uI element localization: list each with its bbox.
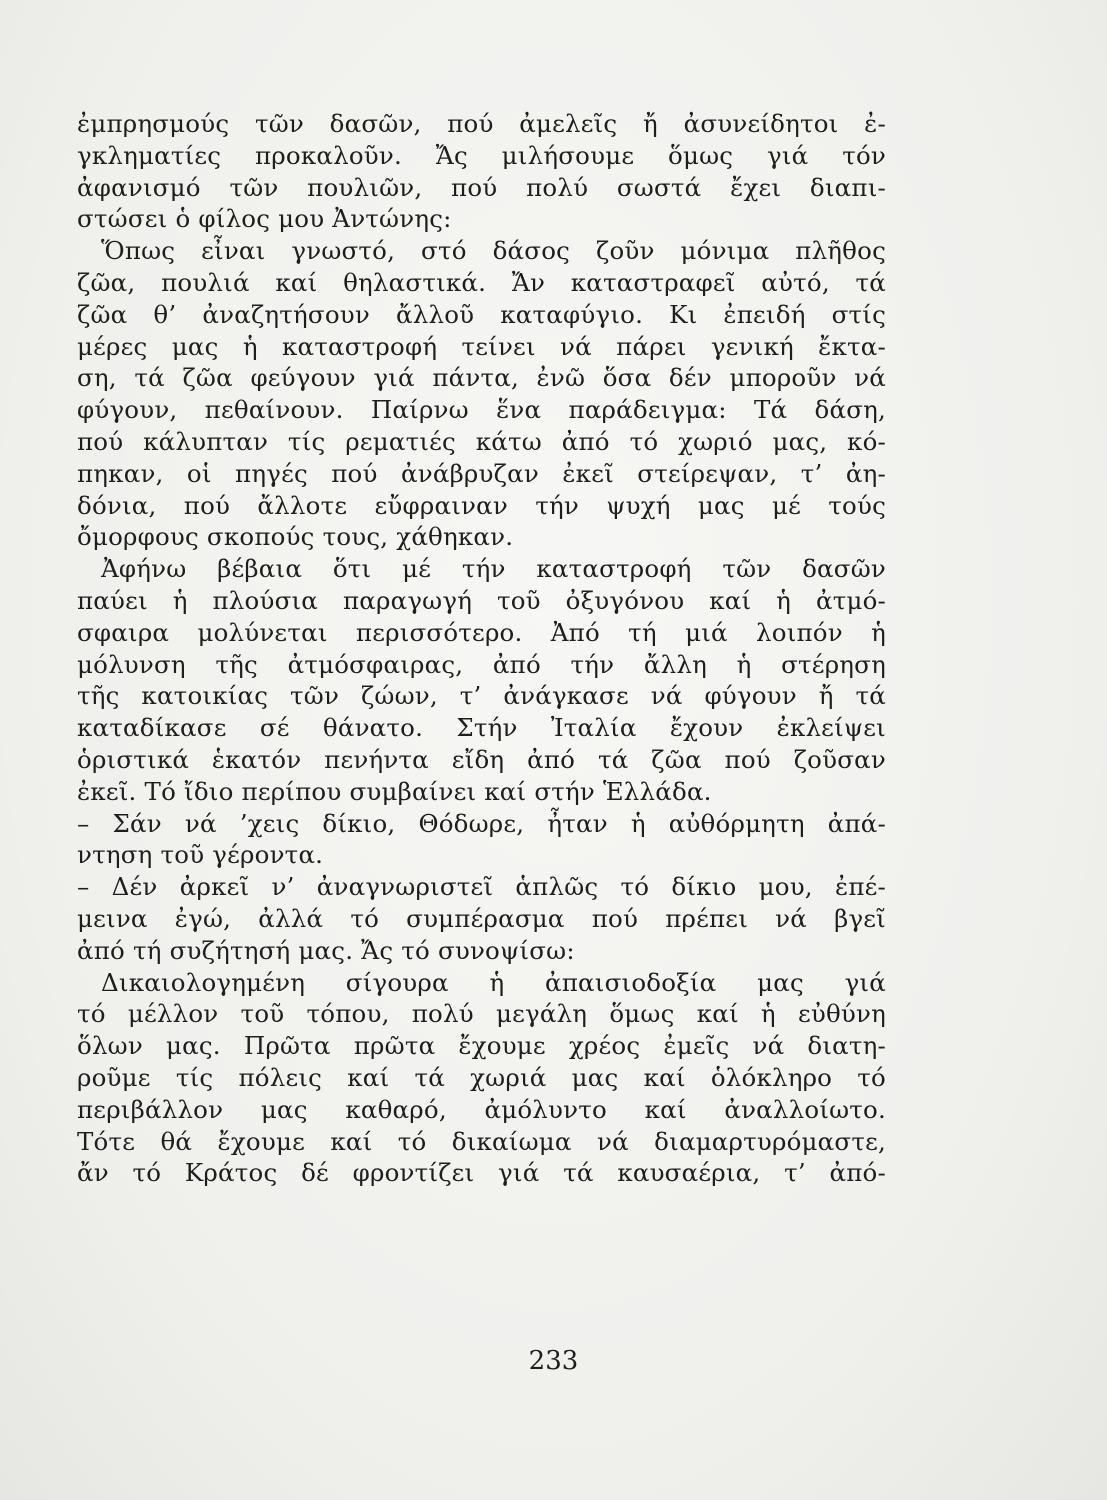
text-line: στώσει ὁ φίλος μου Ἀντώνης: (77, 204, 452, 234)
text-line: τῆς κατοικίας τῶν ζώων, τ’ ἀνάγκασε νά φύγουν ἤ τά (77, 681, 886, 711)
text-line: σφαιρα μολύνεται περισσότερο. Ἀπό τή μιά λοιπόν ἡ (77, 617, 886, 647)
text-line: ἐκεῖ. Τό ἴδιο περίπου συμβαίνει καί στήν Ἑλλάδα. (77, 776, 712, 806)
text-line: Ἀφήνω βέβαια ὅτι μέ τήν καταστροφή τῶν δασῶν (101, 554, 886, 584)
text-line: γκληματίες προκαλοῦν. Ἄς μιλήσουμε ὅμως γιά τόν (77, 140, 886, 170)
text-line: παύει ἡ πλούσια παραγωγή τοῦ ὀξυγόνου καί ἡ ἀτμό- (77, 585, 886, 615)
text-line: καταδίκασε σέ θάνατο. Στήν Ἰταλία ἔχουν ἐκλείψει (77, 713, 886, 743)
text-line: ροῦμε τίς πόλεις καί τά χωριά μας καί ὁλόκληρο τό (77, 1062, 886, 1092)
text-line: μεινα ἐγώ, ἀλλά τό συμπέρασμα πού πρέπει νά βγεῖ (77, 903, 886, 933)
text-line: – Δέν ἀρκεῖ ν’ ἀναγνωριστεῖ ἁπλῶς τό δίκιο μου, ἐπέ- (77, 872, 886, 902)
text-line: ἀπό τή συζήτησή μας. Ἄς τό συνοψίσω: (77, 935, 575, 965)
body-text (77, 108, 886, 1189)
text-line: πηκαν, οἱ πηγές πού ἀνάβρυζαν ἐκεῖ στείρεψαν, τ’ ἀη- (77, 458, 886, 488)
text-line: ὁριστικά ἑκατόν πενήντα εἴδη ἀπό τά ζῶα πού ζοῦσαν (77, 744, 886, 774)
text-line: ζῶα, πουλιά καί θηλαστικά. Ἄν καταστραφεῖ αὐτό, τά (77, 267, 886, 297)
text-line: – Σάν νά ’χεις δίκιο, Θόδωρε, ἦταν ἡ αὐθόρμητη ἀπά- (77, 808, 886, 838)
text-line: ἀφανισμό τῶν πουλιῶν, πού πολύ σωστά ἔχει διαπι- (77, 172, 886, 202)
text-line: Ὅπως εἶναι γνωστό, στό δάσος ζοῦν μόνιμα πλῆθος (101, 236, 886, 266)
text-line: Δικαιολογημένη σίγουρα ἡ ἀπαισιοδοξία μας γιά (101, 967, 886, 997)
text-line: ὅλων μας. Πρῶτα πρῶτα ἔχουμε χρέος ἐμεῖς νά διατη- (77, 1031, 886, 1061)
text-line: φύγουν, πεθαίνουν. Παίρνω ἕνα παράδειγμα: Τά δάση, (77, 395, 886, 425)
text-line: μέρες μας ἡ καταστροφή τείνει νά πάρει γενική ἔκτα- (77, 331, 886, 361)
page-number: 233 (528, 1346, 579, 1376)
text-line: μόλυνση τῆς ἀτμόσφαιρας, ἀπό τήν ἄλλη ἡ στέρηση (77, 649, 886, 679)
text-line: πού κάλυπταν τίς ρεματιές κάτω ἀπό τό χωριό μας, κό- (77, 426, 886, 456)
text-line: ἄν τό Κράτος δέ φροντίζει γιά τά καυσαέρια, τ’ ἀπό- (77, 1158, 886, 1188)
text-line: ὄμορφους σκοπούς τους, χάθηκαν. (77, 522, 514, 552)
text-line: τό μέλλον τοῦ τόπου, πολύ μεγάλη ὅμως καί ἡ εὐθύνη (77, 999, 886, 1029)
text-line: περιβάλλον μας καθαρό, ἀμόλυντο καί ἀναλλοίωτο. (77, 1094, 886, 1124)
text-line: δόνια, πού ἄλλοτε εὔφραιναν τήν ψυχή μας μέ τούς (77, 490, 886, 520)
text-line: Τότε θά ἔχουμε καί τό δικαίωμα νά διαμαρτυρόμαστε, (77, 1126, 886, 1156)
text-line: ντηση τοῦ γέροντα. (77, 840, 324, 870)
text-line: ζῶα θ’ ἀναζητήσουν ἄλλοῦ καταφύγιο. Κι ἐπειδή στίς (77, 299, 886, 329)
text-line: ἐμπρησμούς τῶν δασῶν, πού ἀμελεῖς ἤ ἀσυνείδητοι ἐ- (77, 109, 886, 138)
text-line: ση, τά ζῶα φεύγουν γιά πάντα, ἐνῶ ὅσα δέν μποροῦν νά (77, 363, 886, 393)
